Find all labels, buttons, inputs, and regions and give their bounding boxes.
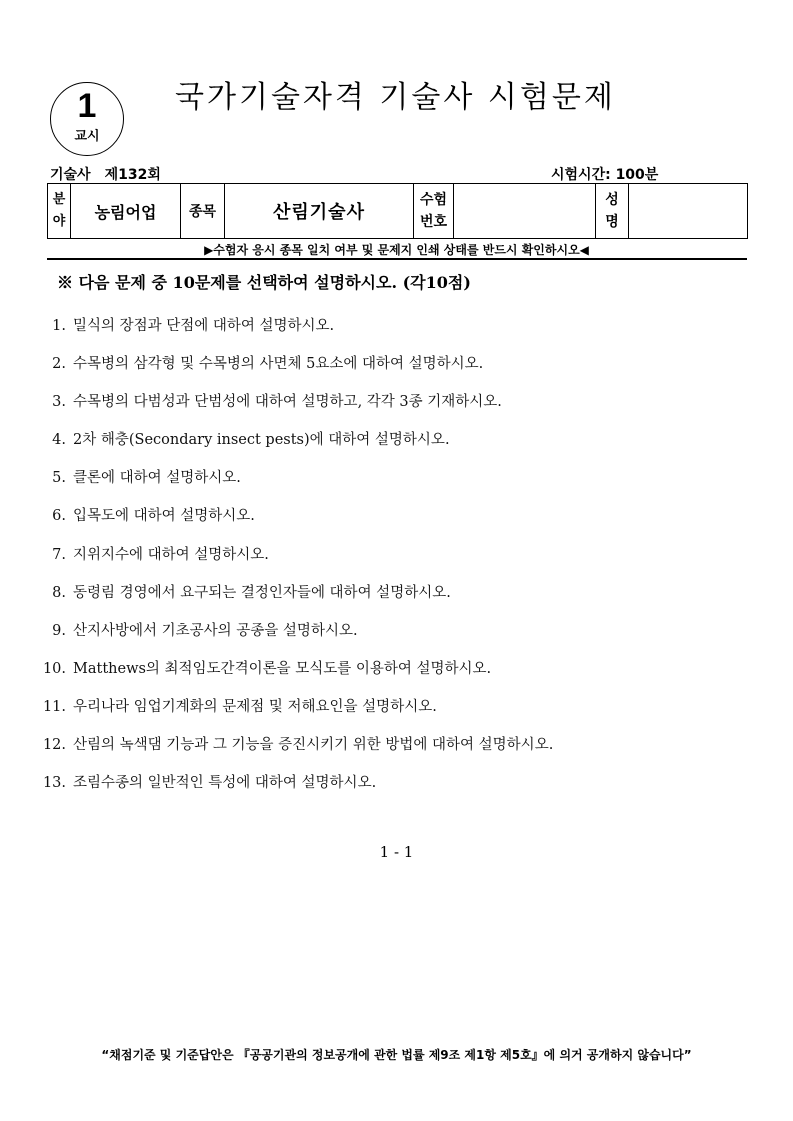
question-text: 산림의 녹색댐 기능과 그 기능을 증진시키기 위한 방법에 대하여 설명하시오. <box>73 737 554 754</box>
question-text: 동령림 경영에서 요구되는 결정인자들에 대하여 설명하시오. <box>73 584 451 601</box>
question-number: 12. <box>42 737 66 754</box>
exam-category: 기술사 <box>50 167 91 183</box>
question-number: 5. <box>52 470 66 487</box>
name-label: 성 명 <box>596 184 629 239</box>
exam-time: 시험시간: 100분 <box>551 167 659 183</box>
question-text: 입목도에 대하여 설명하시오. <box>73 508 255 525</box>
question-item <box>40 733 553 771</box>
field-label: 분 야 <box>48 184 71 239</box>
question-number: 10. <box>42 660 66 677</box>
question-number: 11. <box>42 698 66 715</box>
question-text: 수목병의 삼각형 및 수목병의 사면체 5요소에 대하여 설명하시오. <box>73 356 484 373</box>
question-number: 9. <box>52 622 66 639</box>
item-label: 종목 <box>181 184 225 239</box>
divider <box>47 258 747 260</box>
question-number: 4. <box>52 432 66 449</box>
exam-number-field[interactable] <box>454 184 596 239</box>
exam-info-table <box>47 183 748 239</box>
question-item <box>40 771 553 809</box>
question-item <box>40 581 553 619</box>
session-number: 제132회 <box>104 167 161 183</box>
check-notice: ▶수험자 응시 종목 일치 여부 및 문제지 인쇄 상태를 반드시 확인하시오◀ <box>204 243 589 257</box>
question-number: 7. <box>52 546 66 563</box>
exam-number-label: 수험 번호 <box>414 184 454 239</box>
instruction: ※ 다음 문제 중 10문제를 선택하여 설명하시오. (각10점) <box>57 273 471 292</box>
question-number: 2. <box>52 356 66 373</box>
question-number: 6. <box>52 508 66 525</box>
page-title: 국가기술자격 기술사 시험문제 <box>175 80 616 115</box>
period-number: 1 <box>77 87 97 125</box>
question-item <box>40 390 553 428</box>
page-number: 1 - 1 <box>379 843 414 861</box>
question-item <box>40 314 553 352</box>
question-number: 8. <box>52 584 66 601</box>
subject-name: 산림기술사 <box>225 184 414 239</box>
question-text: 클론에 대하여 설명하시오. <box>73 470 241 487</box>
question-text: 수목병의 다범성과 단범성에 대하여 설명하고, 각각 3종 기재하시오. <box>73 394 502 411</box>
question-item <box>40 352 553 390</box>
question-text: Matthews의 최적임도간격이론을 모식도를 이용하여 설명하시오. <box>73 660 492 677</box>
question-item <box>40 466 553 504</box>
question-item <box>40 657 553 695</box>
period-label: 교시 <box>74 129 100 144</box>
footer-disclaimer: “채점기준 및 기준답안은 『공공기관의 정보공개에 관한 법률 제9조 제1항 제5호』에 의거 공개하지 않습니다” <box>101 1048 692 1062</box>
question-item <box>40 695 553 733</box>
question-text: 밀식의 장점과 단점에 대하여 설명하시오. <box>73 318 335 334</box>
name-field[interactable] <box>629 184 748 239</box>
question-item <box>40 504 553 542</box>
question-text: 산지사방에서 기초공사의 공종을 설명하시오. <box>73 622 358 639</box>
question-text: 조림수종의 일반적인 특성에 대하여 설명하시오. <box>73 775 377 792</box>
question-number: 3. <box>52 394 66 411</box>
question-item <box>40 619 553 657</box>
exam-session <box>50 164 175 184</box>
question-text: 우리나라 임업기계화의 문제점 및 저해요인을 설명하시오. <box>73 698 437 715</box>
question-item <box>40 543 553 581</box>
field-value: 농림어업 <box>71 184 181 239</box>
question-text: 지위지수에 대하여 설명하시오. <box>73 546 269 563</box>
question-number: 13. <box>42 775 66 792</box>
question-text: 2차 해충(Secondary insect pests)에 대하여 설명하시오. <box>73 432 450 449</box>
question-number: 1. <box>52 318 66 334</box>
question-list <box>40 314 553 809</box>
question-item <box>40 428 553 466</box>
period-badge <box>50 82 124 156</box>
